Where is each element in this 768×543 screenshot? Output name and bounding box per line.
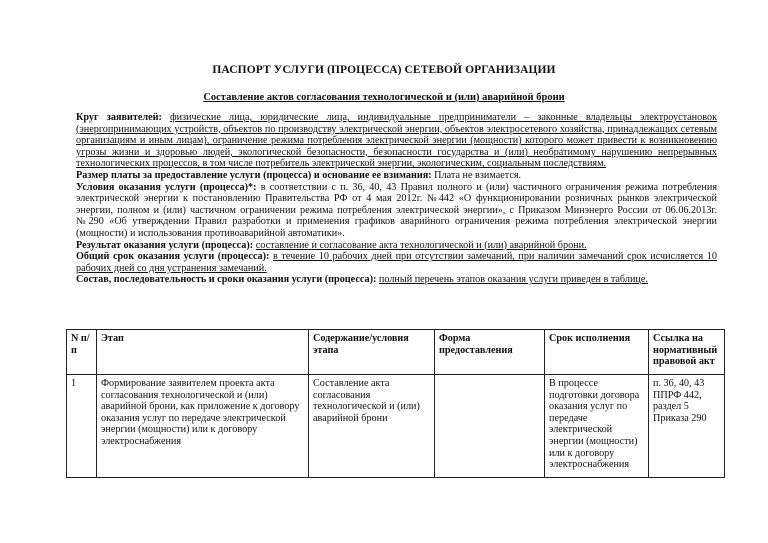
- document-body: [76, 112, 717, 286]
- header-reference: Ссылка на нормативный правовой акт: [649, 330, 725, 375]
- header-deadline: Срок исполнения: [545, 330, 649, 375]
- fee-text: Плата не взимается.: [434, 169, 522, 181]
- fee-paragraph: [76, 170, 717, 182]
- conditions-text: в соответствии с п. 36, 40, 43 Правил полного и (или) частичного ограничения режима потребления электрической энергии к постановлению Правительства РФ от 4 мая 2012г. №442 «О функционировании розничных рынков электрической энергии, полном и (или) частичном ограничении режима потребления электрической энергии», с Приказом Минэнерго России от 06.06.2013г. №290 «Об утверждении Правил разработки и применения графиков аварийного ограничения режима потребления электрической энергии (мощности) и использования противоаварийной автоматики».: [76, 181, 718, 239]
- composition-paragraph: [76, 274, 717, 286]
- header-form: Форма предоставления: [435, 330, 545, 375]
- applicants-paragraph: [76, 112, 717, 170]
- term-label: Общий срок оказания услуги (процесса):: [76, 251, 270, 263]
- term-paragraph: [76, 251, 717, 274]
- conditions-label: Условия оказания услуги (процесса)*:: [76, 181, 257, 193]
- row-deadline: В процессе подготовки договора оказания услуг по передаче электрической энергии (мощности) или к договору электроснабжения: [545, 375, 649, 478]
- composition-text: полный перечень этапов оказания услуги приведен в таблице.: [378, 274, 648, 286]
- result-label: Результат оказания услуги (процесса):: [76, 239, 254, 251]
- header-stage: Этап: [97, 330, 309, 375]
- term-text: в течение 10 рабочих дней при отсутствии замечаний, при наличии замечаний срок исчисляется 10 рабочих дней со дня устранения замечаний.: [76, 251, 717, 274]
- row-reference: п. 36, 40, 43 ППРФ 442, раздел 5 Приказа 290: [649, 375, 725, 478]
- applicants-label: Круг заявителей:: [76, 112, 162, 123]
- document-title: ПАСПОРТ УСЛУГИ (ПРОЦЕССА) СЕТЕВОЙ ОРГАНИЗАЦИИ: [212, 64, 556, 76]
- row-num: 1: [67, 375, 97, 478]
- header-num: N п/п: [67, 330, 97, 375]
- result-text: составление и согласование акта технологической и (или) аварийной брони.: [255, 239, 587, 251]
- header-content: Содержание/условия этапа: [309, 330, 435, 375]
- fee-label: Размер платы за предоставление услуги (процесса) и основание ее взимания:: [76, 169, 432, 181]
- row-content: Составление акта согласования технологической и (или) аварийной брони: [309, 375, 435, 478]
- document-subtitle: Составление актов согласования технологической и (или) аварийной брони: [203, 92, 565, 103]
- table-row: [67, 375, 725, 478]
- composition-label: Состав, последовательность и сроки оказания услуги (процесса):: [76, 274, 377, 286]
- result-paragraph: [76, 240, 717, 252]
- row-form: [435, 375, 545, 478]
- table-header-row: [67, 330, 725, 375]
- applicants-text: физические лица, юридические лица, индивидуальные предприниматели – законные владельцы электроустановок (энергопринимающих устройств, объектов по производству электрической энергии, объектов электросетевого хозяйства, принадлежащих сетевым организациям и иным лицам), ограничение режима потребления электрической энергии (мощности) которого может привести к возникновению угрозы жизни и здоровью людей, экологической безопасности, безопасности государства и (или) необратимому нарушению непрерывных технологических процессов, в том числе потребитель электрической энергии, экологическим, социальным последствиям.: [76, 112, 718, 170]
- stages-table: [66, 329, 725, 478]
- row-stage: Формирование заявителем проекта акта согласования технологической и (или) аварийной брони, как приложение к договору оказания услуг по передаче электрической энергии (мощности) или к договору электроснабжения: [97, 375, 309, 478]
- conditions-paragraph: [76, 182, 717, 240]
